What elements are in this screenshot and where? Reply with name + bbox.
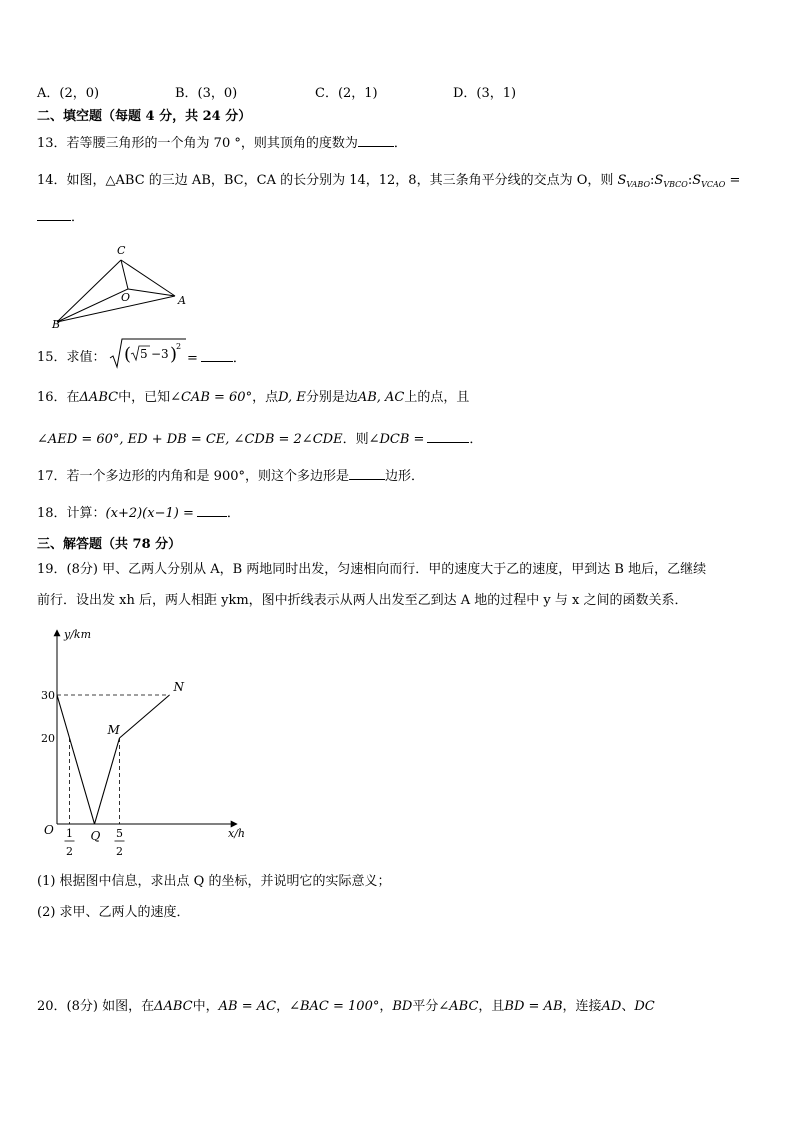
q13-post: ． [393, 136, 407, 151]
q16-mid3: 分别是边 [305, 390, 358, 405]
q20-mid5: 、 [621, 999, 635, 1014]
label-b: B [52, 318, 61, 331]
graph-segment-1 [70, 738, 95, 824]
label-c: C [117, 244, 126, 257]
q20-seg-ad: AD [601, 999, 622, 1014]
q14-s1: S [617, 173, 627, 188]
question-16-line-2 [37, 430, 482, 449]
q20-seg-dc: DC [634, 999, 655, 1014]
q20-mid2: 平分 [412, 999, 439, 1014]
question-19-part-2: (2) 求甲、乙两人的速度． [37, 905, 190, 920]
q16-sides: AB, AC [357, 390, 405, 405]
graph-segment-3 [120, 695, 170, 738]
q15-post: ． [232, 351, 246, 366]
q16-post: 上的点，且 [404, 390, 470, 405]
y-axis-label: y/km [64, 628, 92, 641]
point-label-m: M [107, 723, 120, 737]
x-tick-den-0: 2 [66, 845, 73, 858]
question-15 [37, 349, 106, 367]
question-20 [37, 998, 655, 1016]
edge-ab [57, 296, 175, 322]
q15-equals: = [187, 351, 198, 366]
q17-text: 17．若一个多边形的内角和是 900°，则这个多边形是 [37, 469, 349, 484]
graph-segment-0 [57, 695, 70, 738]
q14-s2: S [654, 173, 664, 188]
q20-cond-1: AB = AC [218, 999, 277, 1014]
q20-mid4: ，连接 [562, 999, 602, 1014]
q20-cond-5: BD = AB [504, 999, 563, 1014]
question-15-tail [187, 349, 246, 368]
q16-blank [427, 430, 469, 443]
q14-equals: = [729, 173, 741, 188]
point-label-q: Q [90, 829, 101, 843]
q15-text: 15．求值： [37, 350, 106, 365]
q14-sub2: VBCO [663, 180, 688, 189]
q16-ask: ∠DCB = [368, 432, 425, 447]
q17-blank [349, 467, 385, 480]
x-axis-label: x/h [228, 827, 245, 840]
triangle-figure [45, 240, 205, 332]
label-a: A [178, 294, 186, 307]
q16-conditions: ∠AED = 60°, ED + DB = CE, ∠CDB = 2∠CDE [37, 432, 343, 447]
edge-bc [57, 260, 121, 322]
graph-segment-2 [95, 738, 120, 824]
q16-triangle: ΔABC [79, 390, 119, 405]
q14-sub1: VABO [626, 180, 651, 189]
q14-colon2: : [687, 173, 693, 188]
q14-sub3: VCAO [701, 180, 726, 189]
question-19-line-2: 前行．设出发 xh 后，两人相距 ykm，图中折线表示从两人出发至乙到达 A 地的过程中 y 与 x 之间的函数关系． [37, 593, 688, 608]
option-b: B．(3，0) [175, 86, 238, 101]
q14-blank [37, 208, 71, 221]
question-19-line-1: 19．(8分) 甲、乙两人分别从 A，B 两地同时出发，匀速相向而行．甲的速度大于乙的速度，甲到达 B 地后，乙继续 [37, 562, 707, 577]
x-tick-num-0: 1 [66, 827, 73, 840]
label-o: O [121, 291, 131, 304]
option-a: A．(2，0) [37, 86, 100, 101]
q14-post: ． [71, 210, 85, 225]
q20-triangle: ΔABC [154, 999, 193, 1014]
y-tick-20: 20 [41, 732, 55, 745]
q16-mid2: ，点 [252, 390, 279, 405]
q20-cond-2: ∠BAC = 100° [289, 999, 380, 1014]
q16-end: ． [469, 432, 483, 447]
q15-square: 2 [176, 342, 182, 351]
q20-cond-3: BD [392, 999, 413, 1014]
y-tick-30: 30 [41, 689, 55, 702]
segment-ao [128, 289, 175, 296]
x-tick-num-1: 5 [116, 827, 123, 840]
q15-minus3: −3 [151, 347, 169, 361]
q15-five: 5 [140, 347, 148, 361]
q20-cond-4: ∠ABC [438, 999, 479, 1014]
q20-mid3: ，且 [478, 999, 505, 1014]
section-3-heading: 三、解答题（共 78 分） [37, 537, 182, 552]
q17-post: 边形． [385, 469, 425, 484]
q18-post: ． [226, 506, 240, 521]
question-14-answer [37, 208, 84, 227]
q20-sep1: ， [276, 999, 290, 1014]
q14-s3: S [692, 173, 702, 188]
origin-label: O [44, 823, 54, 837]
question-13 [37, 134, 407, 153]
q14-text: 14．如图，△ABC 的三边 AB，BC，CA 的长分别为 14，12，8，其三条角平分线的交点为 O，则 [37, 173, 614, 188]
point-label-n: N [173, 680, 184, 694]
q16-points: D, E [278, 390, 306, 405]
question-18 [37, 504, 240, 523]
option-d: D．(3，1) [453, 86, 517, 101]
q14-colon1: : [650, 173, 655, 188]
section-2-heading: 二、填空题（每题 4 分，共 24 分） [37, 109, 252, 124]
q18-expression: (x+2)(x−1) = [105, 506, 194, 521]
question-19-part-1: (1) 根据图中信息，求出点 Q 的坐标，并说明它的实际意义； [37, 874, 391, 889]
question-16-line-1 [37, 389, 469, 407]
q20-pre: 20．(8分) 如图，在 [37, 999, 155, 1014]
q15-close-paren: ) [170, 344, 178, 365]
q16-angle: ∠CAB = 60° [170, 390, 253, 405]
q15-blank [201, 349, 233, 362]
q15-open-paren: ( [124, 344, 132, 365]
option-c: C．(2，1) [315, 86, 378, 101]
q13-blank [358, 134, 394, 147]
q13-text: 13．若等腰三角形的一个角为 70 °，则其顶角的度数为 [37, 136, 358, 151]
question-17 [37, 467, 424, 486]
q16-pre: 16．在 [37, 390, 80, 405]
question-14 [37, 172, 740, 194]
q16-then: ．则 [342, 432, 369, 447]
segment-bo [57, 289, 131, 322]
q18-text: 18．计算： [37, 506, 106, 521]
q20-mid1: 中， [192, 999, 219, 1014]
x-tick-den-1: 2 [116, 845, 123, 858]
q15-radical [108, 336, 188, 372]
function-graph [30, 618, 260, 862]
q16-mid: 中，已知 [118, 390, 171, 405]
q18-blank [197, 504, 227, 517]
q20-sep2: ， [379, 999, 393, 1014]
